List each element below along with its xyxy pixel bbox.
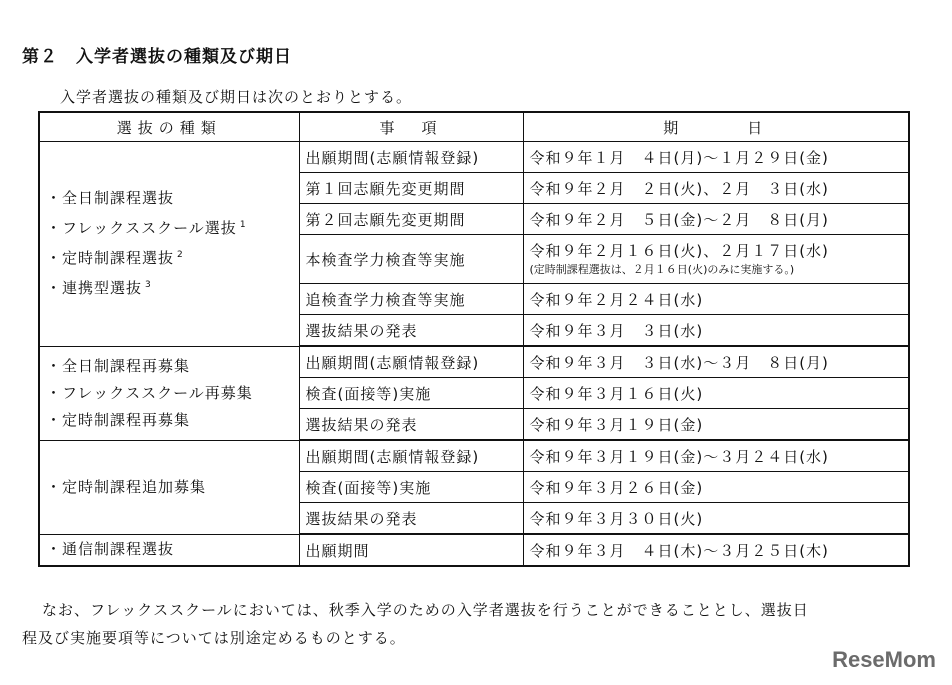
date-cell: 令和９年３月２６日(金) xyxy=(523,472,909,503)
table-row xyxy=(39,534,909,566)
schedule-body xyxy=(39,142,909,567)
category-label xyxy=(46,353,293,380)
category-text: ・連携型選抜 xyxy=(46,279,143,298)
closing-paragraph xyxy=(22,596,922,652)
item-cell: 検査(面接等)実施 xyxy=(299,472,523,503)
date-cell: 令和９年２月 ２日(火)、２月 ３日(水) xyxy=(523,173,909,204)
table-row xyxy=(39,346,909,378)
item-cell: 出願期間 xyxy=(299,534,523,566)
item-cell: 出願期間(志願情報登録) xyxy=(299,142,523,173)
footnote-marker: 1 xyxy=(239,220,247,231)
intro-text: 入学者選抜の種類及び期日は次のとおりとする。 xyxy=(60,88,413,106)
category-text: ・通信制課程選抜 xyxy=(46,540,175,559)
category-text: ・フレックススクール選抜 xyxy=(46,219,237,238)
category-label xyxy=(46,185,293,212)
footnote-marker: 2 xyxy=(177,250,184,261)
table-row xyxy=(39,440,909,472)
date-cell: 令和９年２月 ５日(金)～２月 ８日(月) xyxy=(523,204,909,235)
item-cell: 検査(面接等)実施 xyxy=(299,378,523,409)
item-cell: 選抜結果の発表 xyxy=(299,503,523,535)
category-cell xyxy=(39,440,299,534)
date-cell: 令和９年３月１９日(金)～３月２４日(水) xyxy=(523,440,909,472)
category-cell xyxy=(39,142,299,347)
category-label xyxy=(46,474,293,501)
item-cell: 本検査学力検査等実施 xyxy=(299,235,523,284)
date-cell: 令和９年３月 ４日(木)～３月２５日(木) xyxy=(523,534,909,566)
closing-line-2: 程及び実施要項等については別途定めるものとする。 xyxy=(22,629,406,647)
category-label xyxy=(46,536,293,563)
category-text: ・全日制課程選抜 xyxy=(46,189,175,208)
category-cell xyxy=(39,346,299,440)
section-heading: 第２ 入学者選抜の種類及び期日 xyxy=(22,47,292,67)
header-date: 期 日 xyxy=(523,112,909,142)
date-cell: 令和９年３月３０日(火) xyxy=(523,503,909,535)
item-cell: 選抜結果の発表 xyxy=(299,315,523,347)
category-label xyxy=(46,242,293,272)
item-cell: 出願期間(志願情報登録) xyxy=(299,346,523,378)
category-text: ・全日制課程再募集 xyxy=(46,356,191,375)
schedule-table xyxy=(38,111,910,567)
item-cell: 出願期間(志願情報登録) xyxy=(299,440,523,472)
category-cell xyxy=(39,534,299,566)
item-cell: 追検査学力検査等実施 xyxy=(299,284,523,315)
header-category: 選抜の種類 xyxy=(39,112,299,142)
category-label xyxy=(46,407,293,434)
closing-line-1: なお、フレックススクールにおいては、秋季入学のための入学者選抜を行うことができることとし、選抜日 xyxy=(42,601,809,619)
category-text: ・定時制課程選抜 xyxy=(46,249,175,268)
footnote-marker: 3 xyxy=(145,280,152,291)
category-text: ・定時制課程再募集 xyxy=(46,410,191,429)
category-text: ・定時制課程追加募集 xyxy=(46,477,207,496)
date-cell: 令和９年３月 ３日(水) xyxy=(523,315,909,347)
date-note: (定時制課程選抜は、２月１６日(火)のみに実施する。) xyxy=(529,263,795,276)
date-cell: 令和９年３月 ３日(水)～３月 ８日(月) xyxy=(523,346,909,378)
date-text: 令和９年２月１６日(火)、２月１７日(水) xyxy=(529,242,829,260)
item-cell: 第１回志願先変更期間 xyxy=(299,173,523,204)
table-row xyxy=(39,142,909,173)
header-item: 事 項 xyxy=(299,112,523,142)
table-header-row xyxy=(39,112,909,142)
date-cell: 令和９年１月 ４日(月)～１月２９日(金) xyxy=(523,142,909,173)
category-text: ・フレックススクール再募集 xyxy=(46,383,253,402)
category-label xyxy=(46,380,293,407)
date-cell: 令和９年２月２４日(水) xyxy=(523,284,909,315)
date-cell: 令和９年３月１６日(火) xyxy=(523,378,909,409)
category-label xyxy=(46,272,293,302)
item-cell: 第２回志願先変更期間 xyxy=(299,204,523,235)
item-cell: 選抜結果の発表 xyxy=(299,409,523,441)
resemom-logo: ReseMom xyxy=(832,647,936,672)
date-cell: 令和９年３月１９日(金) xyxy=(523,409,909,441)
date-cell xyxy=(523,235,909,284)
category-label xyxy=(46,212,293,242)
